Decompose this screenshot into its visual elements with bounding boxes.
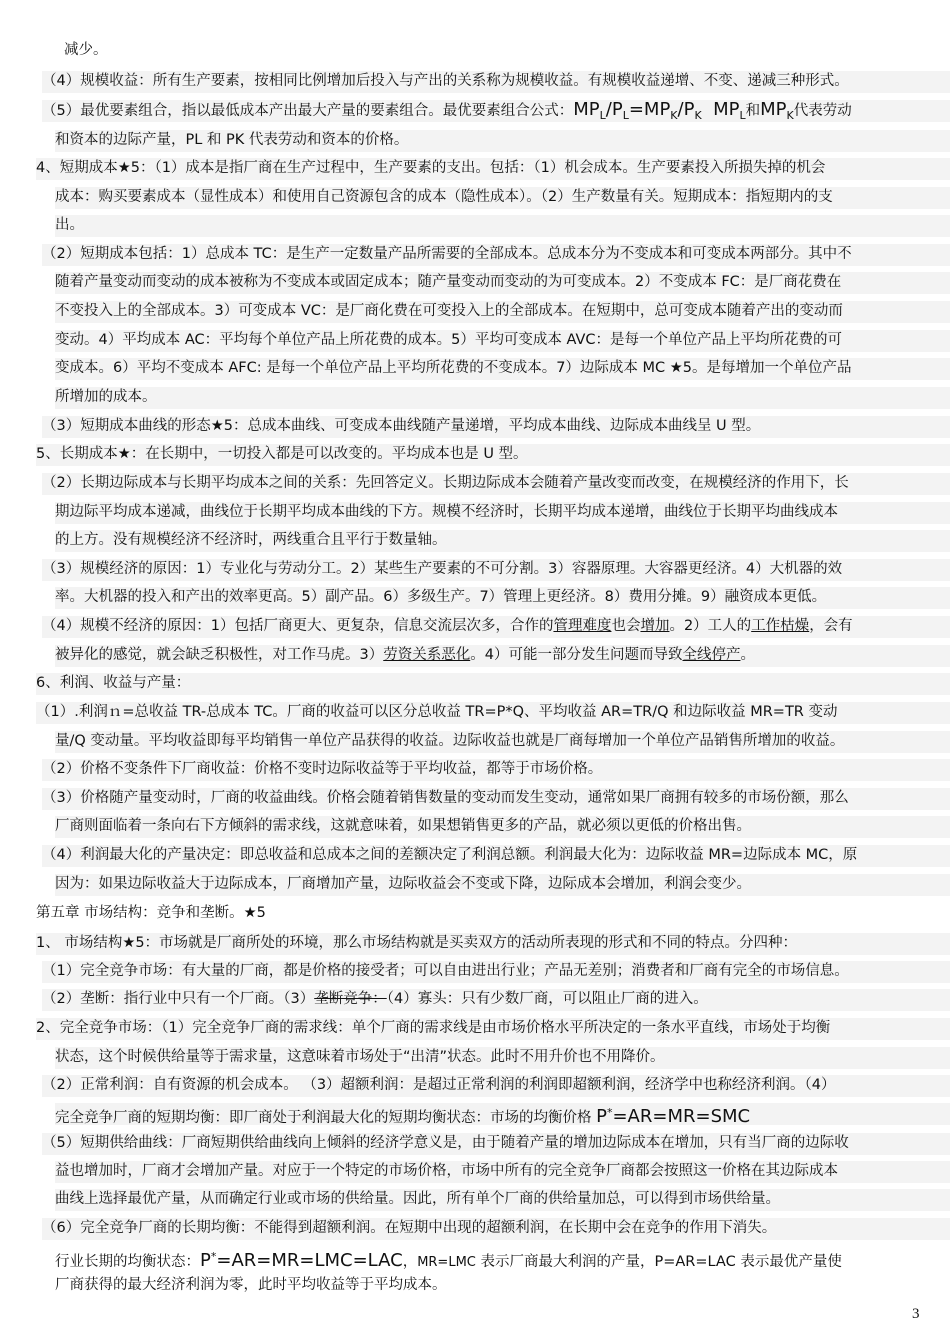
text-line: （2）价格不变条件下厂商收益：价格不变时边际收益等于平均收益，都等于市场价格。 <box>42 759 950 781</box>
text-line <box>55 1103 950 1125</box>
underlined-text: 劳资关系恶化 <box>383 647 471 663</box>
section-heading: 1、 市场结构★5：市场就是厂商所处的环境，那么市场结构就是买卖双方的活动所表现的形式和不同的特点。分四种： <box>36 933 950 955</box>
chapter-heading: 第五章 市场结构：竞争和垄断。★5 <box>36 905 266 921</box>
text-segment: 。（3） <box>268 991 315 1007</box>
formula: /P <box>605 100 623 120</box>
formula-subscript: K <box>694 108 702 122</box>
text-line: （2）正常利润：自有资源的机会成本。 （3）超额利润：是超过正常利润的利润即超额利润，经济学中也称经济利润。（4） <box>42 1075 950 1097</box>
underlined-text: 全线停产 <box>682 647 741 663</box>
text-line: 不变投入上的全部成本。3）可变成本 VC：是厂商化费在可变投入上的全部成本。在短期中，总可变成本随着产出的变动而 <box>55 301 950 323</box>
text-line: （3）短期成本曲线的形态★5：总成本曲线、可变成本曲线随产量递增，平均成本曲线、边际成本曲线呈 U 型。 <box>42 416 950 438</box>
formula: MP <box>760 100 787 120</box>
formula-subscript: L <box>599 108 606 122</box>
text-line: （3）价格随产量变动时，厂商的收益曲线。价格会随着销售数量的变动而发生变动，通常如果厂商拥有较多的市场份额，那么 <box>42 788 950 810</box>
text-segment: 。 <box>740 647 755 663</box>
formula-subscript: K <box>670 108 678 122</box>
text-line: 状态，这个时候供给量等于需求量，这意味着市场处于“出清”状态。此时不用升价也不用降价。 <box>55 1047 950 1069</box>
formula-superscript: * <box>606 1106 613 1119</box>
text-segment: 表示厂商最大利润的产量，P=AR=LAC 表示最优产量使 <box>475 1253 842 1269</box>
text-line: （4）利润最大化的产量决定：即总收益和总成本之间的差额决定了利润总额。利润最大化为：边际收益 MR=边际成本 MC，原 <box>42 845 950 867</box>
text-segment: 完全竞争厂商的短期均衡：即厂商处于利润最大化的短期均衡状态：市场的均衡价格 <box>55 1109 597 1125</box>
text-segment: 被异化的感觉，就会缺乏积极性，对工作马虎。3） <box>55 647 384 663</box>
section-heading: 6、利润、收益与产量： <box>36 673 950 695</box>
formula: P <box>200 1249 211 1269</box>
text-line <box>42 473 950 495</box>
text-line: 和资本的边际产量，PL 和 PK 代表劳动和资本的价格。 <box>55 130 950 152</box>
text-segment: （5）最优要素组合，指以最低成本产出最大产量的要素组合。最优要素组合公式： <box>42 103 574 119</box>
text-line: 成本：购买要素成本（显性成本）和使用自己资源包含的成本（隐性成本）。（2）生产数量有关。短期成本：指短期内的支 <box>55 187 950 209</box>
text-segment: 行业长期的均衡状态： <box>55 1253 200 1269</box>
formula: =AR=MR=LMC=LAC <box>216 1249 403 1269</box>
text-line: 期边际平均成本递减，曲线位于长期平均成本曲线的下方。规模不经济时，长期平均成本递增，曲线位于长期平均曲线成本 <box>55 502 950 524</box>
text-line: （1）完全竞争市场：有大量的厂商，都是价格的接受者；可以自由进出行业；产品无差别；消费者和厂商有完全的市场信息。 <box>42 961 950 983</box>
text-line: 出。 <box>55 215 950 237</box>
text-line <box>55 1247 950 1269</box>
formula: MP <box>573 100 600 120</box>
formula-superscript: * <box>210 1250 217 1263</box>
formula-subscript: L <box>622 108 629 122</box>
text-line: （1）.利润ｎ=总收益 TR-总成本 TC。厂商的收益可以区分总收益 TR=P*Q、平均收益 AR=TR/Q 和边际收益 MR=TR 变动 <box>36 702 950 724</box>
text-line: （2）短期成本包括：1）总成本 TC：是生产一定数量产品所需要的全部成本。总成本分为不变成本和可变成本两部分。其中不 <box>42 244 950 266</box>
struck-text: 垄断竞争： <box>314 991 387 1007</box>
text-line: （6）完全竞争厂商的长期均衡：不能得到超额利润。在短期中出现的超额利润，在长期中会在竞争的作用下消失。 <box>42 1218 950 1240</box>
underlined-text: 管理难度 <box>553 618 612 634</box>
text-segment: MR=LMC <box>417 1254 476 1269</box>
text-segment: （4）寡头：只有少数厂商，可以阻止厂商的进入。 <box>386 991 708 1007</box>
handwritten-note: 只有一个厂商 <box>181 991 269 1007</box>
text-line <box>42 989 950 1011</box>
formula: MP <box>701 100 740 120</box>
text-line <box>42 100 950 122</box>
text-line: 的上方。没有规模经济不经济时，两线重合且平行于数量轴。 <box>55 530 950 552</box>
text-segment: 代表劳动 <box>793 103 852 119</box>
text-segment: 也会 <box>611 618 641 634</box>
text-line: （5）短期供给曲线：厂商短期供给曲线向上倾斜的经济学意义是，由于随着产量的增加边际成本在增加，只有当厂商的边际收 <box>42 1133 950 1155</box>
formula: /P <box>677 100 695 120</box>
text-line: （3）规模经济的原因：1）专业化与劳动分工。2）某些生产要素的不可分割。3）容器原理。大容器更经济。4）大机器的效 <box>42 559 950 581</box>
underlined-text: 工作枯燥 <box>751 618 810 634</box>
text-line <box>42 616 950 638</box>
text-line: 益也增加时，厂商才会增加产量。对应于一个特定的市场价格，市场中所有的完全竞争厂商都会按照这一价格在其边际成本 <box>55 1161 950 1183</box>
text-line: 因为：如果边际收益大于边际成本，厂商增加产量，边际收益会不变或下降，边际成本会增加，利润会变少。 <box>55 874 950 896</box>
handwritten-note: 先回答定义 <box>355 475 429 491</box>
text-line: 量/Q 变动量。平均收益即每平均销售一单位产品获得的收益。边际收益也就是厂商每增加一个单位产品销售所增加的收益。 <box>55 731 950 753</box>
formula: =AR=MR=SMC <box>612 1105 751 1125</box>
text-segment: 和 <box>745 103 761 119</box>
formula-subscript: L <box>739 108 746 122</box>
section-heading: 2、完全竞争市场：（1）完全竞争厂商的需求线：单个厂商的需求线是由市场价格水平所决定的一条水平直线，市场处于均衡 <box>36 1018 950 1040</box>
text-line: 厂商获得的最大经济利润为零，此时平均收益等于平均成本。 <box>55 1277 447 1293</box>
text-line: 减少。 <box>64 42 108 58</box>
text-line <box>55 645 950 667</box>
text-line: 率。大机器的投入和产出的效率更高。5）副产品。6）多级生产。7）管理上更经济。8）费用分摊。9）融资成本更低。 <box>55 587 950 609</box>
text-segment: ， <box>402 1253 418 1269</box>
text-segment: （2）垄断：指行业中 <box>42 991 182 1007</box>
section-heading: 4、短期成本★5：（1）成本是指厂商在生产过程中，生产要素的支出。包括：（1）机会成本。生产要素投入所损失掉的机会 <box>36 158 950 180</box>
text-line: 厂商则面临着一条向右下方倾斜的需求线，这就意味着，如果想销售更多的产品，就必须以更低的价格出售。 <box>55 816 950 838</box>
page-number: 3 <box>912 1306 920 1322</box>
text-line: 随着产量变动而变动的成本被称为不变成本或固定成本；随产量变动而变动的为可变成本。2）不变成本 FC：是厂商花费在 <box>55 272 950 294</box>
text-line: （4）规模收益：所有生产要素，按相同比例增加后投入与产出的关系称为规模收益。有规模收益递增、不变、递减三种形式。 <box>42 71 950 93</box>
underlined-text: 增加 <box>640 618 670 634</box>
text-segment: 。长期边际成本会随着产量改变而改变，在规模经济的作用下，长 <box>428 475 849 491</box>
text-segment: 。2）工人的 <box>669 618 752 634</box>
text-segment: （4）规模不经济的原因：1）包括厂商更大、更复杂，信息交流层次多，合作的 <box>42 618 554 634</box>
text-line: 变动。4）平均成本 AC：平均每个单位产品上所花费的成本。5）平均可变成本 AVC：是每一个单位产品上平均所花费的可 <box>55 330 950 352</box>
text-line: 曲线上选择最优产量，从而确定行业或市场的供给量。因此，所有单个厂商的供给量加总，可以得到市场供给量。 <box>55 1189 950 1211</box>
formula: P <box>596 1105 607 1125</box>
text-line: 变成本。6）平均不变成本 AFC: 是每一个单位产品上平均所花费的不变成本。7）边际成本 MC ★5。是每增加一个单位产品 <box>55 358 950 380</box>
text-segment: ，会有 <box>809 618 853 634</box>
section-heading: 5、长期成本★：在长期中，一切投入都是可以改变的。平均成本也是 U 型。 <box>36 444 950 466</box>
formula: =MP <box>628 100 671 120</box>
text-line: 所增加的成本。 <box>55 387 950 409</box>
formula-subscript: K <box>786 108 794 122</box>
text-segment: （2）长期边际成本与长期平均成本之间的关系： <box>42 475 356 491</box>
text-segment: 。4）可能一部分发生问题而导致 <box>470 647 683 663</box>
